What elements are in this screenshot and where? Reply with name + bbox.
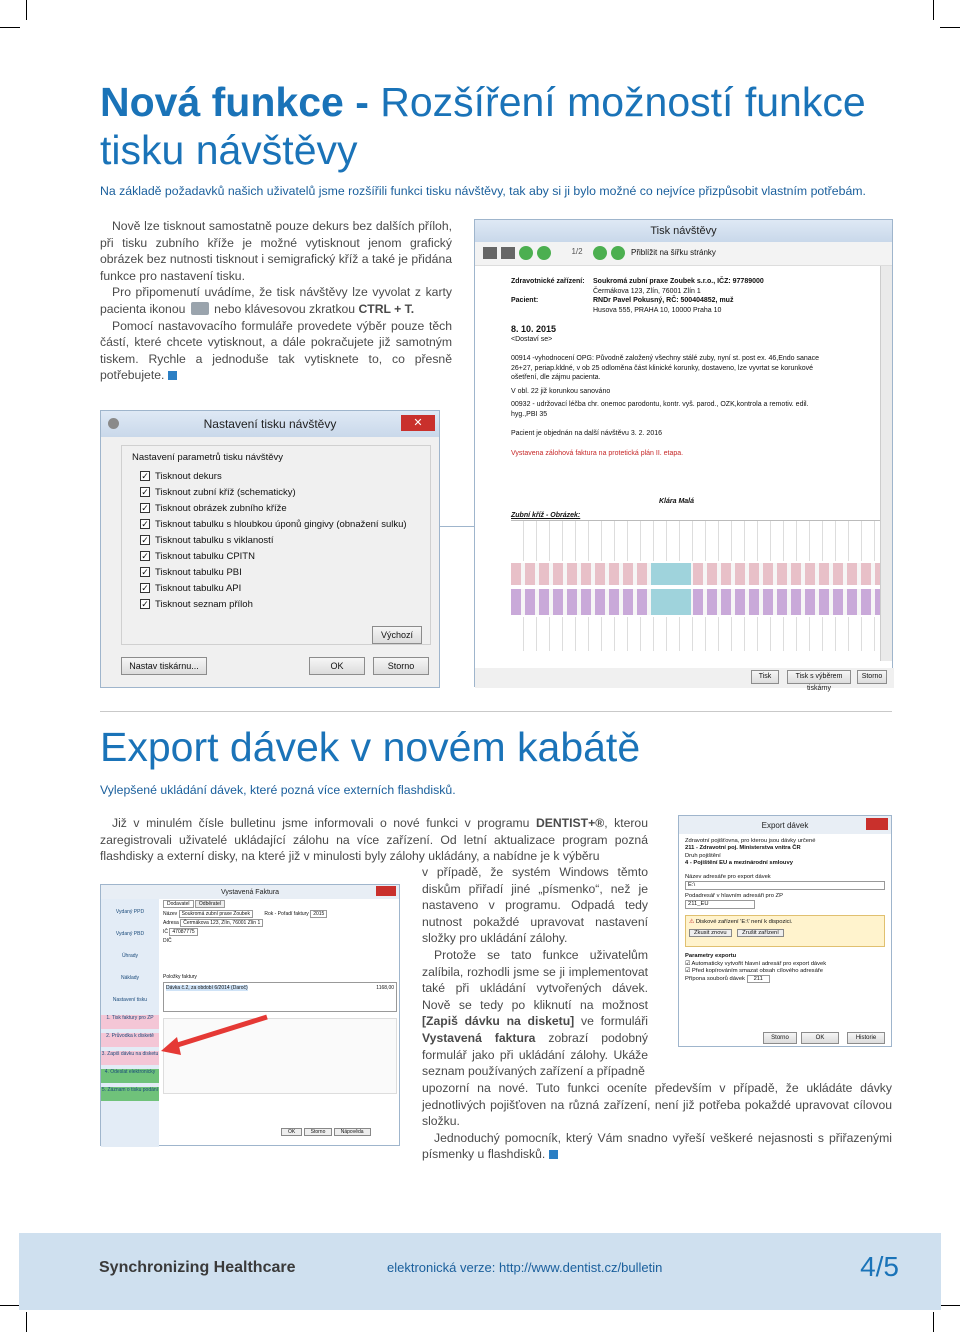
option-label: Tisknout tabulku s viklaností [155, 534, 274, 546]
sidebar-item[interactable]: 3. Zapiš dávku na disketu [101, 1051, 159, 1065]
sidebar-item[interactable]: Úhrady [121, 953, 139, 959]
section2-narrow [422, 864, 648, 1080]
export-dialog [678, 815, 892, 1047]
export-text: Druh pojištění [685, 852, 721, 859]
cancel-device-button[interactable]: Zrušit zařízení [737, 929, 784, 937]
invoice-note: Vystavena zálohová faktura na protetická plán II. etapa. [511, 450, 684, 457]
sidebar-item[interactable]: 4. Odeslat elektronicky [101, 1069, 159, 1083]
title-light: Rozšíření možností funkce tisku návštěvy [100, 79, 866, 173]
checkbox-checked-icon: ✓ [141, 503, 149, 513]
export-text: Zdravotní pojišťovna, pro kterou jsou dávky určené [685, 838, 816, 844]
settings-titlebar [101, 411, 439, 437]
invoice-titlebar [101, 885, 399, 899]
file-ext-label: Přípona souborů dávek [685, 975, 745, 982]
export-subdir-input[interactable]: 211_EU [685, 900, 755, 909]
prev-page-icon[interactable] [537, 246, 551, 260]
export-text: 4 - Pojištění EU a mezinárodní smlouvy [685, 860, 793, 867]
cancel-button[interactable]: Storno [373, 657, 429, 675]
export-titlebar [679, 816, 891, 834]
paragraph-text: Protože se tato funkce uživatelům zalíbila, rozhodli jsme se ji implementovat také při ukládání vytvořených dávek. Nově se tedy po kliknutí na možnost [422, 947, 648, 1012]
warning-text: Diskové zařízení 'E:\' není k dispozici. [695, 919, 793, 926]
export-history-button[interactable]: Historie [847, 1032, 885, 1044]
patient-label: Pacient: [511, 297, 539, 304]
settings-title: Nastavení tisku návštěvy [203, 417, 337, 431]
visit-status: <Dostaví se> [511, 336, 553, 343]
next-visit: Pacient je objednán na další návštěvu 3. 2. 2016 [511, 430, 662, 437]
export-body [679, 834, 891, 987]
paragraph: Nově lze tisknout samostatně pouze dekurs bez dalších příloh, při tisku zubního kříže je možné vytisknout jenom grafický obrázek bez nutnosti tisknout i semigrafický kříž a také je přidána funkce pro nastavení tisku. [100, 219, 452, 283]
preview-buttons [475, 668, 894, 692]
note-line: 00932 - udržovací léčba chr. onemoc parodontu, kontr. vyš. parod., OZK,kontrola a remotiv. edil. [511, 401, 809, 408]
sidebar-item[interactable]: Náklady [120, 975, 140, 981]
connector-line [440, 526, 474, 527]
checkbox-checked-icon: ✓ [141, 471, 149, 481]
cross-label: Zubní kříž - Obrázek: [511, 512, 581, 519]
section2-flow [100, 815, 648, 865]
option-label: Tisknout obrázek zubního kříže [155, 502, 287, 514]
note-line: V obl. 22 již korunkou sanováno [511, 387, 611, 395]
address-input[interactable]: Čermákova 123, Zlín, 76001 Zlín 1 [180, 919, 263, 927]
paragraph-cont [100, 815, 648, 865]
print-select-icon[interactable] [501, 247, 515, 259]
invoice-help-button[interactable]: Nápověda [334, 1128, 371, 1136]
last-page-icon[interactable] [611, 246, 625, 260]
paragraph-text: upozorní na nové. Tuto funkci oceníte především v případě, že ukládáte dávky jednotlivých pojišťoven na různá zařízení, není již potřeba pokaždé upravovat cílovou složku. [422, 1081, 892, 1129]
paragraph [422, 864, 648, 947]
option-label: Tisknout zubní kříž (schematicky) [155, 486, 296, 498]
visit-date: 8. 10. 2015 [511, 324, 557, 334]
paragraph-text: [Zapiš dávku na disketu] [422, 1014, 575, 1029]
option-mobility-table[interactable] [140, 532, 407, 548]
invoice-title: Vystavená Faktura [220, 888, 280, 896]
field-label: DIČ [163, 938, 172, 944]
export-text: Podadresář v hlavním adresáři pro ZP [685, 893, 783, 900]
option-label: Před kopírováním smazat obsah cílového adresáře [691, 968, 823, 975]
sidebar-item[interactable]: Vydaný PPD [115, 909, 145, 915]
file-ext-input[interactable]: 211 [747, 975, 770, 983]
crop-mark [0, 1305, 20, 1306]
option-attachments[interactable] [140, 596, 407, 612]
option-gingiva-table[interactable] [140, 516, 407, 532]
lower-highlight [651, 589, 691, 615]
crop-mark [26, 1312, 27, 1332]
footer-url-link[interactable]: http://www.dentist.cz/bulletin [499, 1260, 663, 1275]
paragraph-text: , kterou zaregistrovali uživatelé ukládající zálohu na více zařízení. Od letní aktualizace program pozná flashdisky a externí disky, na které již v minulosti byly zálohy ukládány, a nabídne je k výběru [100, 816, 648, 864]
footer-ev-label: elektronická verze: [387, 1260, 496, 1275]
doctor-name: Klára Malá [659, 498, 695, 505]
page-number: 4/5 [860, 1251, 899, 1282]
invoice-ok-button[interactable]: OK [281, 1128, 302, 1136]
items-label: Položky faktury [163, 974, 197, 980]
option-auto-dir[interactable]: ☑ Automaticky vytvořit hlavní adresář pro export dávek [685, 960, 827, 967]
paragraph-text: DENTIST+® [535, 816, 605, 830]
shortcut: CTRL + T. [358, 301, 415, 316]
export-ok-button[interactable]: OK [801, 1032, 839, 1044]
field-label: Název [163, 911, 178, 917]
preview-scrollbar[interactable] [880, 266, 892, 661]
printer-setup-button[interactable]: Nastav tiskárnu... [121, 657, 207, 675]
defaults-button[interactable]: Výchozí [372, 626, 422, 644]
lower-teeth [511, 589, 881, 615]
export-path-input[interactable]: E:\ [685, 881, 885, 890]
checkbox-checked-icon: ✓ [141, 551, 149, 561]
paragraph [422, 1080, 892, 1130]
section1-lead: Na základě požadavků našich uživatelů jsme rozšířili funkci tisku návštěvy, tak aby si ji bylo možné co nejvíce přizpůsobit vlastním potřebám. [100, 184, 866, 198]
section2-title: Export dávek v novém kabátě [100, 724, 641, 770]
export-cancel-button[interactable]: Storno [763, 1032, 797, 1044]
sidebar-item[interactable]: 1. Tisk faktury pro ZP [101, 1015, 159, 1029]
option-label: Tisknout dekurs [155, 470, 222, 482]
section1-title [100, 78, 900, 174]
paragraph-text: nebo klávesovou zkratkou [214, 301, 356, 316]
paragraph [422, 1130, 892, 1163]
paragraph-text: Jednoduchý pomocník, který Vám snadno vyřeší veškeré nejasnosti s přiřazenými písmenky u flashdisků. [422, 1130, 892, 1162]
paragraph-text: Vystavená faktura [422, 1030, 536, 1045]
print-icon[interactable] [483, 247, 497, 259]
preview-page [475, 266, 880, 661]
settings-group [121, 445, 431, 645]
paragraph-text: zobrazí podobný formulář jako při ukládání zálohy. Ukáže seznam používaných zařízení a případně [422, 1030, 648, 1079]
field-label: IČ [163, 929, 168, 935]
export-text: 211 - Zdravotní poj. Ministerstva vnitra ČR [685, 845, 801, 852]
paragraph-text: ve formuláři [574, 1014, 648, 1029]
field-label: Adresa [163, 920, 179, 926]
footer-brand: Synchronizing Healthcare [99, 1259, 296, 1276]
close-button[interactable] [866, 818, 888, 830]
option-label: Tisknout seznam příloh [155, 598, 253, 610]
note-line: hyg.,PBI 35 [511, 410, 548, 418]
name-input[interactable]: Soukromá zubní praxe Zoubek [179, 910, 253, 918]
next-page-icon[interactable] [593, 246, 607, 260]
checkbox-checked-icon: ✓ [141, 599, 149, 609]
red-arrow-icon [157, 1009, 277, 1059]
note-line: 26+27, periap.kldné, v ob 25 odloměna část klinické korunky, dostaveno, lze vyvrtat se korunkové [511, 364, 814, 372]
app-icon [108, 418, 119, 429]
print-preview-window [474, 219, 893, 692]
amount-cell: 1168,00 [376, 985, 394, 991]
field-label: Rok - Pořadí faktury [264, 911, 309, 917]
checkbox-checked-icon: ✓ [141, 535, 149, 545]
section2-wide [422, 1080, 892, 1163]
ok-button[interactable]: OK [309, 657, 365, 675]
option-label: Tisknout tabulku CPITN [155, 550, 255, 562]
option-clear-dir[interactable]: ☑ Před kopírováním smazat obsah cílového adresáře [685, 968, 823, 975]
chart-grid-lower [511, 617, 881, 651]
option-api-table[interactable] [140, 580, 407, 596]
end-square-icon [549, 1150, 558, 1159]
close-button[interactable]: ✕ [401, 415, 435, 431]
sidebar-item[interactable]: Vydaný PBD [115, 931, 145, 937]
upper-teeth [511, 563, 881, 585]
crop-mark [933, 0, 934, 20]
preview-cancel-button[interactable]: Storno [857, 670, 887, 684]
facility-addr: Čermákova 123, Zlín, 76001 Zlín 1 [593, 288, 701, 295]
patient-value: RNDr Pavel Pokusný, RČ: 500404852, muž [593, 297, 734, 304]
option-label: Tisknout tabulku API [155, 582, 242, 594]
invoice-cancel-button[interactable]: Storno [304, 1128, 333, 1136]
chart-grid-upper [511, 521, 881, 561]
invoice-sidebar [101, 899, 159, 1147]
sidebar-item[interactable]: 5. Záznam o tisku podání [101, 1087, 159, 1101]
option-cpitn-table[interactable] [140, 548, 407, 564]
close-button[interactable] [376, 886, 396, 896]
print-with-printer-button[interactable]: Tisk s výběrem tiskárny [787, 670, 851, 684]
first-page-icon[interactable] [519, 246, 533, 260]
checkbox-checked-icon: ✓ [141, 567, 149, 577]
preview-title: Tisk návštěvy [650, 225, 717, 237]
crop-mark [940, 1305, 960, 1306]
note-line: ošetření, dle zájmu pacienta. [511, 374, 601, 381]
paragraph-text: Pro připomenutí uvádíme, že tisk návštěvy lze vyvolat z karty pacienta ikonou [100, 285, 452, 316]
item-cell[interactable]: Dávka č.2, za období 6/2014 (Daroč) [166, 985, 248, 991]
checkbox-checked-icon: ✓ [141, 487, 149, 497]
footer [19, 1233, 941, 1310]
crop-mark [933, 1312, 934, 1332]
option-cross-schematic[interactable] [140, 484, 407, 500]
warning-icon: ⚠ [689, 919, 696, 926]
paragraph-text: v případě, že systém Windows těmto diskům přiřadí jiné „písmenko“, než je nastaveno v programu. Odpadá tedy nutnost pokaždé upravovat nastavení složky pro ukládání zálohy. [422, 865, 648, 946]
params-label: Parametry exportu [685, 953, 737, 960]
options-list [140, 468, 407, 612]
note-line: 00914 -vyhodnocení OPG: Původně založený všechny stálé zuby, nyní st. post ex. 46,Endo sanace [511, 355, 820, 362]
patient-addr: Husova 555, PRAHA 10, 10000 Praha 10 [593, 307, 722, 314]
sidebar-item[interactable]: Nastavení tisku [112, 997, 148, 1003]
option-label: Automaticky vytvořit hlavní adresář pro export dávek [691, 960, 827, 967]
option-pbi-table[interactable] [140, 564, 407, 580]
footer-ev [387, 1260, 662, 1275]
retry-button[interactable]: Zkusit znovu [689, 929, 732, 937]
preview-toolbar [475, 242, 892, 266]
invoice-window [100, 884, 400, 1146]
upper-highlight [651, 563, 691, 585]
export-warning [685, 915, 885, 947]
visit-notes [511, 354, 819, 419]
facility-label: Zdravotnické zařízení: [511, 278, 585, 285]
section2-lead: Vylepšené ukládání dávek, které pozná více externích flashdisků. [100, 783, 456, 797]
facility-value: Soukromá zubní praxe Zoubek s.r.o., IČZ: 97789000 [593, 278, 764, 285]
title-bold: Nová funkce - [100, 79, 369, 125]
paragraph-text: Již v minulém čísle bulletinu jsme informovali o nové funkci v programu [112, 816, 536, 830]
paragraph [422, 947, 648, 1080]
option-label: Tisknout tabulku PBI [155, 566, 242, 578]
print-settings-dialog [100, 410, 440, 688]
option-dekurs[interactable] [140, 468, 407, 484]
option-cross-image[interactable] [140, 500, 407, 516]
crop-mark [0, 27, 20, 28]
year-input[interactable]: 2015 [310, 910, 327, 918]
export-title: Export dávek [761, 820, 809, 830]
tab-supplier[interactable]: Dodavatel [163, 900, 194, 908]
section-divider [100, 711, 892, 712]
zoom-select[interactable]: Přiblížit na šířku stránky [631, 248, 716, 257]
group-label: Nastavení parametrů tisku návštěvy [132, 452, 284, 463]
ico-input[interactable]: 47087775 [169, 928, 197, 936]
crop-mark [940, 27, 960, 28]
dental-chart [511, 520, 881, 650]
crop-mark [26, 0, 27, 20]
paragraph [100, 318, 452, 384]
option-label: Tisknout tabulku s hloubkou úponů gingivy (obnažení sulku) [155, 518, 407, 530]
paragraph-text: Pomocí nastavovacího formuláře provedete výběr pouze těch částí, které chcete vytisknout, a dále pokračujete již samotným tiskem. Rychle a jednoduše tak vytisknete to, co přesně potřebujete. [100, 318, 452, 383]
print-button[interactable]: Tisk [751, 670, 779, 684]
preview-titlebar [475, 220, 892, 242]
tab-customer[interactable]: Odběratel [195, 900, 225, 908]
checkbox-checked-icon: ✓ [141, 519, 149, 529]
page-indicator: 1/2 [571, 247, 583, 256]
items-table [163, 982, 397, 1012]
printer-icon [191, 302, 209, 315]
paragraph [100, 284, 452, 317]
sidebar-item[interactable]: 2. Průvodka k disketě [101, 1033, 159, 1047]
end-square-icon [168, 371, 177, 380]
checkbox-checked-icon: ✓ [141, 583, 149, 593]
section1-body [100, 218, 452, 384]
export-text: Název adresáře pro export dávek [685, 873, 771, 880]
